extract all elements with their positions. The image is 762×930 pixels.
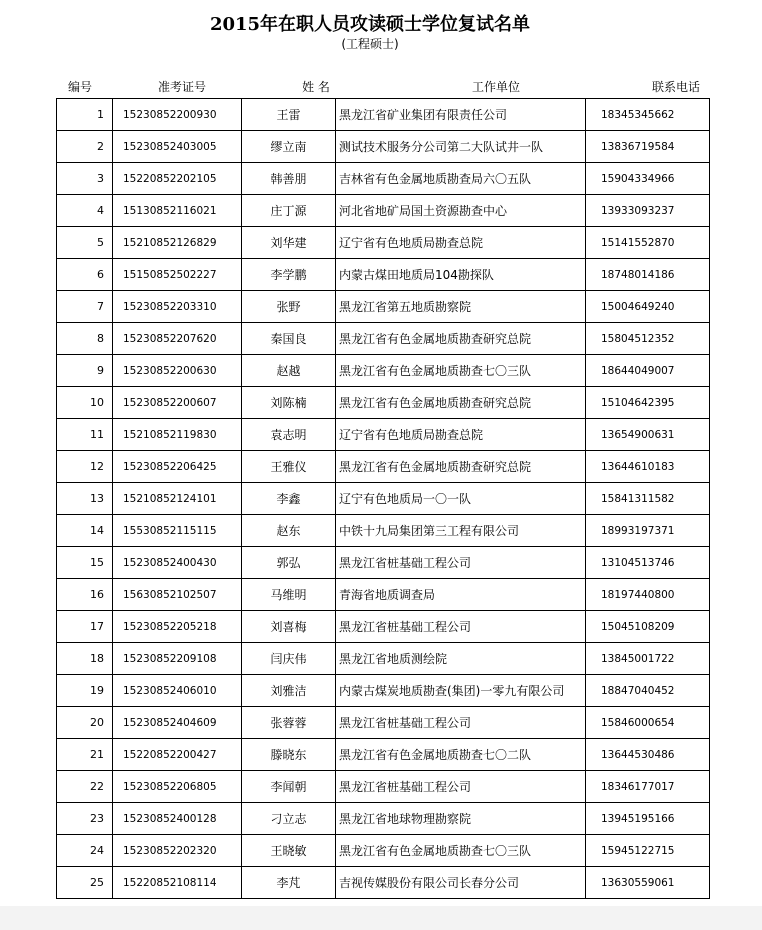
exam-id-cell: 15230852200607	[113, 387, 242, 419]
work-unit-cell: 辽宁有色地质局一〇一队	[336, 483, 586, 515]
exam-id-cell: 15230852206425	[113, 451, 242, 483]
table-row	[57, 611, 710, 643]
column-header-name: 姓 名	[302, 80, 330, 94]
row-number-cell: 17	[57, 611, 113, 643]
name-cell: 缪立南	[242, 131, 336, 163]
exam-id-cell: 15130852116021	[113, 195, 242, 227]
name-cell: 李鑫	[242, 483, 336, 515]
phone-cell: 15945122715	[586, 835, 710, 867]
work-unit-cell: 辽宁省有色地质局勘查总院	[336, 227, 586, 259]
row-number-cell: 1	[57, 99, 113, 131]
work-unit-cell: 吉视传媒股份有限公司长春分公司	[336, 867, 586, 899]
table-row	[57, 803, 710, 835]
phone-cell: 18345345662	[586, 99, 710, 131]
work-unit-cell: 黑龙江省有色金属地质勘查七〇三队	[336, 355, 586, 387]
work-unit-cell: 黑龙江省地球物理勘察院	[336, 803, 586, 835]
table-row	[57, 195, 710, 227]
work-unit-cell: 河北省地矿局国土资源勘查中心	[336, 195, 586, 227]
table-row	[57, 419, 710, 451]
row-number-cell: 24	[57, 835, 113, 867]
row-number-cell: 6	[57, 259, 113, 291]
work-unit-cell: 黑龙江省桩基础工程公司	[336, 611, 586, 643]
table-row	[57, 163, 710, 195]
name-cell: 刁立志	[242, 803, 336, 835]
table-row	[57, 707, 710, 739]
name-cell: 马维明	[242, 579, 336, 611]
column-header-work-unit: 工作单位	[471, 80, 520, 94]
name-cell: 赵东	[242, 515, 336, 547]
name-cell: 王晓敏	[242, 835, 336, 867]
name-cell: 刘喜梅	[242, 611, 336, 643]
table-row	[57, 867, 710, 899]
name-cell: 袁志明	[242, 419, 336, 451]
phone-cell: 18748014186	[586, 259, 710, 291]
exam-id-cell: 15530852115115	[113, 515, 242, 547]
table-row	[57, 99, 710, 131]
phone-cell: 15904334966	[586, 163, 710, 195]
exam-id-cell: 15630852102507	[113, 579, 242, 611]
work-unit-cell: 黑龙江省矿业集团有限责任公司	[336, 99, 586, 131]
row-number-cell: 21	[57, 739, 113, 771]
table-row	[57, 515, 710, 547]
name-cell: 刘雅洁	[242, 675, 336, 707]
exam-id-cell: 15230852403005	[113, 131, 242, 163]
work-unit-cell: 黑龙江省有色金属地质勘查研究总院	[336, 387, 586, 419]
name-cell: 闫庆伟	[242, 643, 336, 675]
name-cell: 李闻朝	[242, 771, 336, 803]
row-number-cell: 22	[57, 771, 113, 803]
work-unit-cell: 黑龙江省有色金属地质勘查研究总院	[336, 323, 586, 355]
name-cell: 赵越	[242, 355, 336, 387]
page-subtitle: (工程硕士)	[341, 37, 399, 51]
table-row	[57, 451, 710, 483]
page-footer-band	[0, 906, 762, 930]
row-number-cell: 16	[57, 579, 113, 611]
work-unit-cell: 黑龙江省桩基础工程公司	[336, 547, 586, 579]
name-cell: 张野	[242, 291, 336, 323]
table-row	[57, 579, 710, 611]
name-cell: 郭弘	[242, 547, 336, 579]
phone-cell: 15846000654	[586, 707, 710, 739]
table-row	[57, 835, 710, 867]
work-unit-cell: 青海省地质调查局	[336, 579, 586, 611]
candidate-table	[56, 98, 710, 899]
table-row	[57, 355, 710, 387]
work-unit-cell: 吉林省有色金属地质勘查局六〇五队	[336, 163, 586, 195]
phone-cell: 13933093237	[586, 195, 710, 227]
exam-id-cell: 15230852400128	[113, 803, 242, 835]
phone-cell: 15045108209	[586, 611, 710, 643]
phone-cell: 18993197371	[586, 515, 710, 547]
name-cell: 王雷	[242, 99, 336, 131]
name-cell: 王雅仪	[242, 451, 336, 483]
work-unit-cell: 黑龙江省第五地质勘察院	[336, 291, 586, 323]
phone-cell: 13845001722	[586, 643, 710, 675]
exam-id-cell: 15230852200630	[113, 355, 242, 387]
candidate-table-body	[57, 99, 710, 899]
name-cell: 庄丁源	[242, 195, 336, 227]
exam-id-cell: 15230852207620	[113, 323, 242, 355]
name-cell: 张蓉蓉	[242, 707, 336, 739]
work-unit-cell: 辽宁省有色地质局勘查总院	[336, 419, 586, 451]
phone-cell: 13644610183	[586, 451, 710, 483]
phone-cell: 13654900631	[586, 419, 710, 451]
phone-cell: 18644049007	[586, 355, 710, 387]
exam-id-cell: 15230852202320	[113, 835, 242, 867]
phone-cell: 15141552870	[586, 227, 710, 259]
exam-id-cell: 15230852205218	[113, 611, 242, 643]
table-row	[57, 291, 710, 323]
table-row	[57, 323, 710, 355]
exam-id-cell: 15230852406010	[113, 675, 242, 707]
phone-cell: 13104513746	[586, 547, 710, 579]
table-row	[57, 131, 710, 163]
name-cell: 李芃	[242, 867, 336, 899]
phone-cell: 15004649240	[586, 291, 710, 323]
exam-id-cell: 15220852202105	[113, 163, 242, 195]
phone-cell: 15804512352	[586, 323, 710, 355]
row-number-cell: 5	[57, 227, 113, 259]
row-number-cell: 2	[57, 131, 113, 163]
exam-id-cell: 15230852206805	[113, 771, 242, 803]
row-number-cell: 20	[57, 707, 113, 739]
row-number-cell: 7	[57, 291, 113, 323]
row-number-cell: 14	[57, 515, 113, 547]
phone-cell: 13945195166	[586, 803, 710, 835]
table-row	[57, 547, 710, 579]
row-number-cell: 8	[57, 323, 113, 355]
work-unit-cell: 黑龙江省有色金属地质勘查七〇三队	[336, 835, 586, 867]
exam-id-cell: 15210852124101	[113, 483, 242, 515]
row-number-cell: 15	[57, 547, 113, 579]
phone-cell: 18197440800	[586, 579, 710, 611]
name-cell: 秦国良	[242, 323, 336, 355]
name-cell: 李学鹏	[242, 259, 336, 291]
phone-cell: 15104642395	[586, 387, 710, 419]
table-row	[57, 643, 710, 675]
row-number-cell: 23	[57, 803, 113, 835]
work-unit-cell: 黑龙江省桩基础工程公司	[336, 771, 586, 803]
exam-id-cell: 15230852203310	[113, 291, 242, 323]
work-unit-cell: 内蒙古煤炭地质勘查(集团)一零九有限公司	[336, 675, 586, 707]
phone-cell: 13644530486	[586, 739, 710, 771]
table-row	[57, 387, 710, 419]
row-number-cell: 25	[57, 867, 113, 899]
row-number-cell: 12	[57, 451, 113, 483]
column-header-exam-id: 准考证号	[157, 80, 206, 94]
row-number-cell: 9	[57, 355, 113, 387]
phone-cell: 18847040452	[586, 675, 710, 707]
table-row	[57, 483, 710, 515]
column-header-phone: 联系电话	[651, 80, 700, 94]
phone-cell: 15841311582	[586, 483, 710, 515]
work-unit-cell: 黑龙江省有色金属地质勘查研究总院	[336, 451, 586, 483]
exam-id-cell: 15220852108114	[113, 867, 242, 899]
table-row	[57, 259, 710, 291]
row-number-cell: 19	[57, 675, 113, 707]
phone-cell: 13836719584	[586, 131, 710, 163]
page-title: 2015年在职人员攻读硕士学位复试名单	[209, 14, 531, 35]
phone-cell: 18346177017	[586, 771, 710, 803]
work-unit-cell: 黑龙江省桩基础工程公司	[336, 707, 586, 739]
work-unit-cell: 黑龙江省有色金属地质勘查七〇二队	[336, 739, 586, 771]
work-unit-cell: 中铁十九局集团第三工程有限公司	[336, 515, 586, 547]
exam-id-cell: 15210852119830	[113, 419, 242, 451]
exam-id-cell: 15210852126829	[113, 227, 242, 259]
work-unit-cell: 黑龙江省地质测绘院	[336, 643, 586, 675]
row-number-cell: 4	[57, 195, 113, 227]
name-cell: 韩善朋	[242, 163, 336, 195]
exam-id-cell: 15230852200930	[113, 99, 242, 131]
table-row	[57, 675, 710, 707]
exam-id-cell: 15220852200427	[113, 739, 242, 771]
exam-id-cell: 15150852502227	[113, 259, 242, 291]
table-row	[57, 739, 710, 771]
exam-id-cell: 15230852404609	[113, 707, 242, 739]
row-number-cell: 18	[57, 643, 113, 675]
work-unit-cell: 测试技术服务分公司第二大队试井一队	[336, 131, 586, 163]
phone-cell: 13630559061	[586, 867, 710, 899]
exam-id-cell: 15230852209108	[113, 643, 242, 675]
row-number-cell: 10	[57, 387, 113, 419]
row-number-cell: 3	[57, 163, 113, 195]
name-cell: 刘华建	[242, 227, 336, 259]
column-header-number: 编号	[67, 80, 92, 94]
exam-id-cell: 15230852400430	[113, 547, 242, 579]
table-row	[57, 227, 710, 259]
row-number-cell: 13	[57, 483, 113, 515]
name-cell: 刘陈楠	[242, 387, 336, 419]
work-unit-cell: 内蒙古煤田地质局104勘探队	[336, 259, 586, 291]
row-number-cell: 11	[57, 419, 113, 451]
table-row	[57, 771, 710, 803]
name-cell: 滕晓东	[242, 739, 336, 771]
column-header-row	[56, 78, 700, 96]
